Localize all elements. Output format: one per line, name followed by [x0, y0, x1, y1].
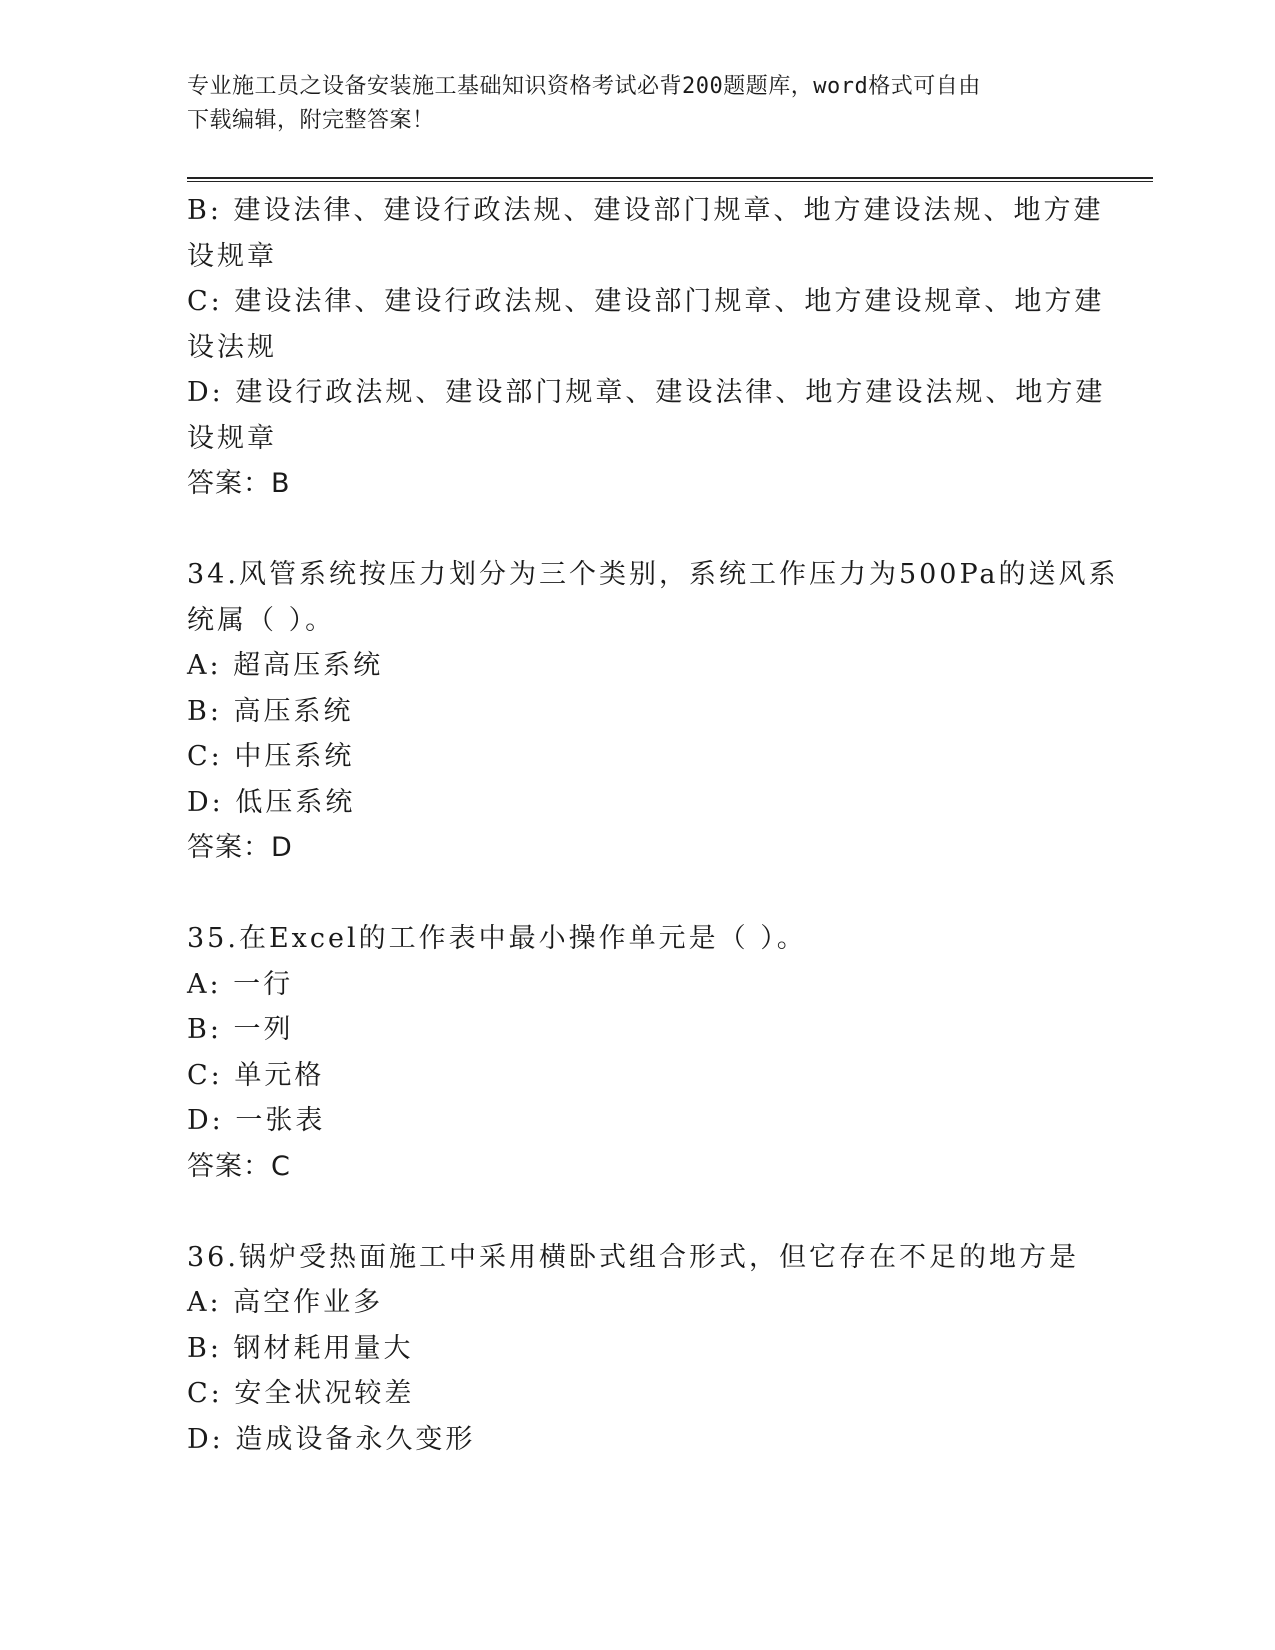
- option-d-line-2: 设规章: [187, 422, 277, 454]
- spacer: [187, 1189, 1087, 1235]
- question-stem: 35.在Excel的工作表中最小操作单元是（ ）。: [187, 923, 807, 954]
- option-c: C: 中压系统: [187, 741, 355, 772]
- document-body: [187, 188, 1119, 1462]
- option-a: A: 一行: [187, 968, 294, 1000]
- option-c-line-2: 设法规: [187, 331, 277, 363]
- header-line-2: 下载编辑，附完整答案！: [187, 108, 435, 133]
- header-divider: [187, 177, 1153, 182]
- option-b: B: 高压系统: [187, 695, 354, 727]
- option-c: C: 单元格: [187, 1059, 325, 1091]
- answer: 答案：C: [187, 1150, 291, 1182]
- answer: 答案：B: [187, 468, 291, 499]
- option-c: C: 安全状况较差: [187, 1378, 415, 1409]
- option-b: B: 钢材耗用量大: [187, 1332, 414, 1364]
- option-c-line-1: C: 建设法律、建设行政法规、建设部门规章、地方建设规章、地方建: [187, 286, 1105, 317]
- header-line-1: 专业施工员之设备安装施工基础知识资格考试必背200题题库，word格式可自由: [187, 74, 981, 99]
- question-stem-line-1: 34.风管系统按压力划分为三个类别，系统工作压力为500Pa的送风系: [187, 559, 1119, 590]
- option-d-line-1: D: 建设行政法规、建设部门规章、建设法律、地方建设法规、地方建: [187, 377, 1106, 408]
- option-b-line-1: B: 建设法律、建设行政法规、建设部门规章、地方建设法规、地方建: [187, 195, 1104, 226]
- spacer: [187, 507, 1087, 553]
- question-35: [187, 916, 1087, 1189]
- prev-question: [187, 188, 1106, 507]
- answer: 答案：D: [187, 832, 293, 863]
- option-b-line-2: 设规章: [187, 240, 277, 272]
- option-a: A: 高空作业多: [187, 1287, 384, 1318]
- question-36: [187, 1235, 1087, 1463]
- option-d: D: 一张表: [187, 1105, 326, 1136]
- question-stem-line-2: 统属（ ）。: [187, 604, 336, 636]
- question-34: [187, 552, 1119, 871]
- spacer: [187, 871, 1087, 917]
- option-d: D: 造成设备永久变形: [187, 1423, 476, 1455]
- document-header: [187, 70, 1087, 138]
- option-b: B: 一列: [187, 1014, 294, 1045]
- question-stem: 36.锅炉受热面施工中采用横卧式组合形式，但它存在不足的地方是: [187, 1241, 1079, 1273]
- option-d: D: 低压系统: [187, 786, 356, 818]
- option-a: A: 超高压系统: [187, 650, 384, 681]
